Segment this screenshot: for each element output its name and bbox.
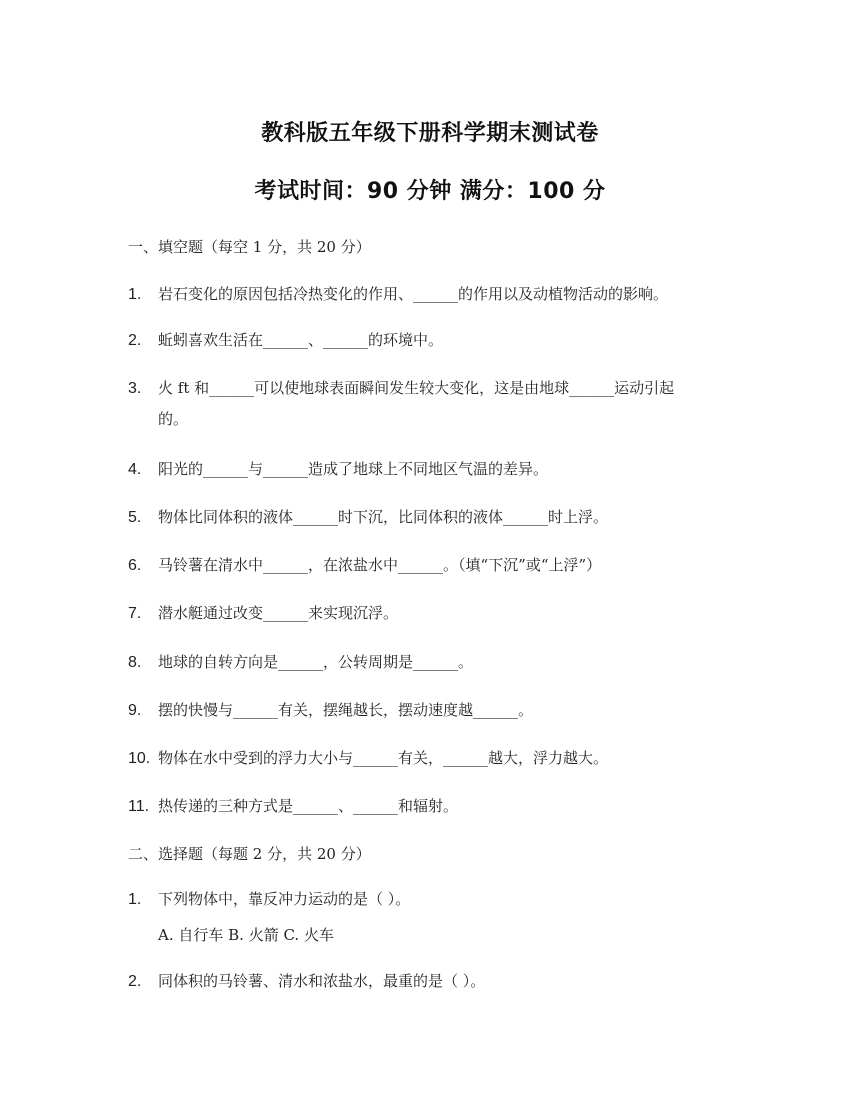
exam-title: 教科版五年级下册科学期末测试卷	[261, 121, 599, 146]
question-text: 火 ft 和______可以使地球表面瞬间发生较大变化，这是由地球______运动引起的。	[158, 379, 675, 428]
question-item	[128, 743, 728, 774]
question-text: 潜水艇通过改变______来实现沉浮。	[158, 604, 399, 622]
question-text: 热传递的三种方式是______、______和辐射。	[158, 797, 459, 815]
question-text: 同体积的马铃薯、清水和浓盐水，最重的是（ ）。	[158, 972, 486, 990]
question-item	[128, 550, 728, 581]
question-number: 2.	[128, 332, 142, 349]
question-text: 马铃薯在清水中______，在浓盐水中______。（填“下沉”或“上浮”）	[158, 556, 602, 574]
question-item	[128, 373, 698, 435]
question-number: 10.	[128, 750, 151, 767]
question-text: 物体比同体积的液体______时下沉，比同体积的液体______时上浮。	[158, 508, 609, 526]
section-heading-fill-blank: 一、填空题（每空 1 分，共 20 分）	[128, 238, 371, 256]
question-number: 1.	[128, 286, 142, 303]
exam-subtitle: 考试时间：90 分钟 满分：100 分	[254, 179, 606, 204]
question-item	[128, 791, 728, 822]
section-heading-multiple-choice: 二、选择题（每题 2 分，共 20 分）	[128, 845, 371, 863]
question-item	[128, 279, 728, 310]
question-item	[128, 966, 728, 997]
question-item	[128, 454, 728, 485]
question-text: 物体在水中受到的浮力大小与______有关，______越大，浮力越大。	[158, 749, 609, 767]
question-item	[128, 598, 728, 629]
question-options: A. 自行车 B. 火箭 C. 火车	[158, 926, 334, 944]
question-number: 9.	[128, 702, 142, 719]
question-text: 地球的自转方向是______，公转周期是______。	[158, 653, 474, 671]
question-item	[128, 884, 728, 915]
question-number: 8.	[128, 654, 142, 671]
question-item	[128, 502, 728, 533]
question-item	[128, 647, 728, 678]
question-number: 1.	[128, 891, 142, 908]
question-text: 岩石变化的原因包括冷热变化的作用、______的作用以及动植物活动的影响。	[158, 285, 669, 303]
question-text: 阳光的______与______造成了地球上不同地区气温的差异。	[158, 460, 549, 478]
question-text: 摆的快慢与______有关，摆绳越长，摆动速度越______。	[158, 701, 534, 719]
question-text: 下列物体中，靠反冲力运动的是（ ）。	[158, 890, 411, 908]
question-item	[128, 325, 728, 356]
question-text: 蚯蚓喜欢生活在______、______的环境中。	[158, 331, 444, 349]
question-number: 6.	[128, 557, 142, 574]
question-number: 7.	[128, 605, 142, 622]
question-number: 2.	[128, 973, 142, 990]
question-number: 5.	[128, 509, 142, 526]
question-number: 4.	[128, 461, 142, 478]
question-number: 11.	[128, 798, 150, 815]
question-number: 3.	[128, 380, 142, 397]
question-item	[128, 695, 728, 726]
